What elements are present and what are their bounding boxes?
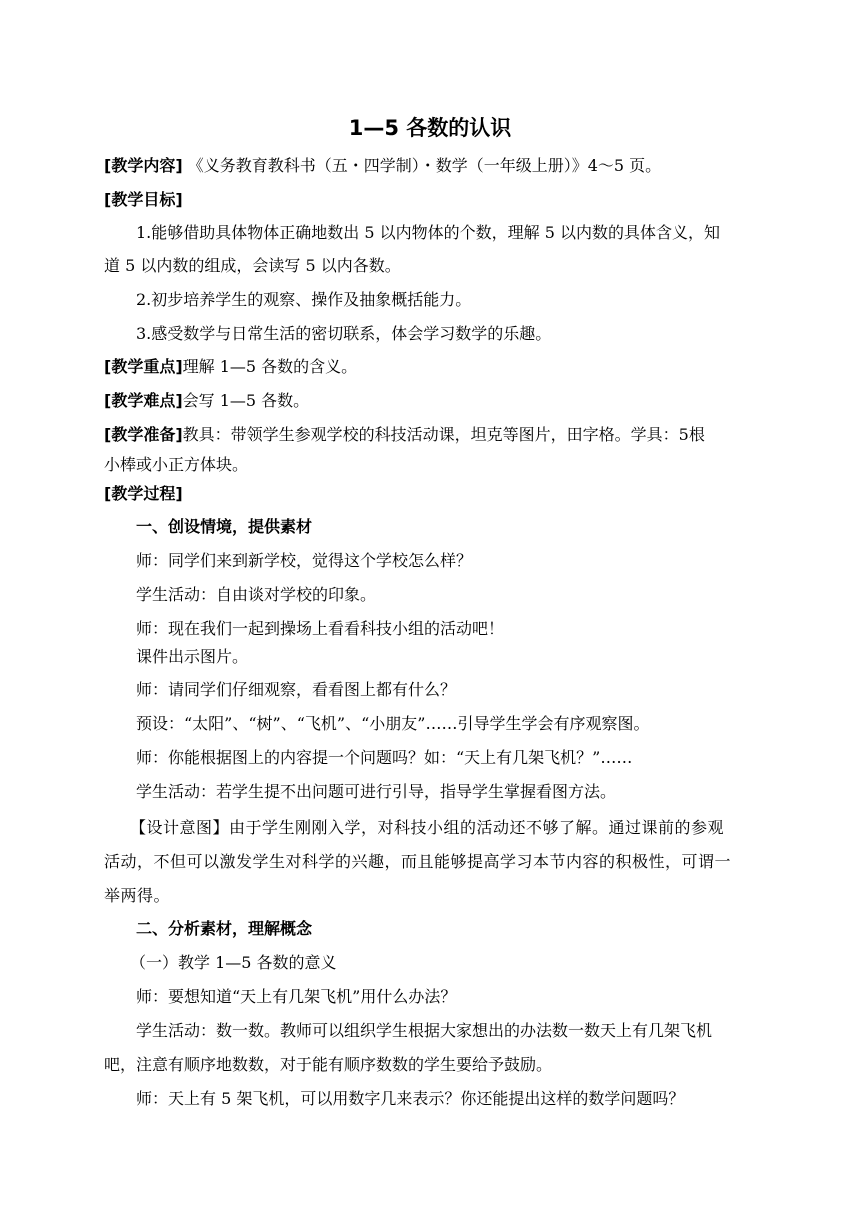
prep-text-line1: 教具：带领学生参观学校的科技活动课，坦克等图片，田字格。学具：5根 xyxy=(182,425,705,444)
paragraph-8: 学生活动：若学生提不出问题可进行引导，指导学生掌握看图方法。 xyxy=(136,782,617,801)
process-label: [教学过程] xyxy=(104,484,183,503)
paragraph-1: 师：同学们来到新学校，觉得这个学校怎么样？ xyxy=(136,551,473,570)
paragraph-2: 学生活动：自由谈对学校的印象。 xyxy=(136,585,377,604)
design-intent-line1: 【设计意图】由于学生刚刚入学，对科技小组的活动还不够了解。通过课前的参观 xyxy=(130,818,725,837)
prep-line1 xyxy=(104,425,760,445)
design-intent-line2: 活动，不但可以激发学生对科学的兴趣，而且能够提高学习本节内容的积极性，可谓一 xyxy=(104,852,732,871)
goal1-line1: 1.能够借助具体物体正确地数出 5 以内物体的个数，理解 5 以内数的具体含义，知 xyxy=(136,223,720,242)
paragraph-6: 预设：“太阳”、“树”、“飞机”、“小朋友”……引导学生学会有序观察图。 xyxy=(136,714,650,733)
goals-label: [教学目标] xyxy=(104,190,183,209)
goal3-line: 3.感受数学与日常生活的密切联系，体会学习数学的乐趣。 xyxy=(136,324,552,343)
paragraph-7: 师：你能根据图上的内容提一个问题吗？如：“天上有几架飞机？”…… xyxy=(136,748,633,767)
question-3: 师：天上有 5 架飞机，可以用数字几来表示？你还能提出这样的数学问题吗？ xyxy=(136,1089,685,1108)
section2-heading: 二、分析素材，理解概念 xyxy=(136,919,313,938)
content-line xyxy=(104,156,760,176)
process-label-line xyxy=(104,484,760,504)
difficulty-line xyxy=(104,391,760,411)
goals-label-line xyxy=(104,190,760,210)
key-line xyxy=(104,357,760,377)
section1-heading: 一、创设情境，提供素材 xyxy=(136,517,313,536)
content-text: 《义务教育教科书（五・四学制）・数学（一年级上册）》4～5 页。 xyxy=(187,156,662,175)
paragraph-3: 师：现在我们一起到操场上看看科技小组的活动吧！ xyxy=(136,619,505,638)
goal2-line: 2.初步培养学生的观察、操作及抽象概括能力。 xyxy=(136,290,472,309)
paragraph-4: 课件出示图片。 xyxy=(136,647,249,666)
subsection1-heading: （一）教学 1—5 各数的意义 xyxy=(130,953,337,972)
paragraph-5: 师：请同学们仔细观察，看看图上都有什么？ xyxy=(136,680,457,699)
difficulty-text: 会写 1—5 各数。 xyxy=(182,391,310,410)
difficulty-label: [教学难点] xyxy=(104,391,183,410)
goal1-line2: 道 5 以内数的组成，会读写 5 以内各数。 xyxy=(104,256,401,275)
content-label: [教学内容] xyxy=(104,156,183,175)
question-1: 师：要想知道“天上有几架飞机”用什么办法？ xyxy=(136,987,457,1006)
prep-label: [教学准备] xyxy=(104,425,183,444)
document-title: 1—5 各数的认识 xyxy=(348,116,512,140)
prep-line2: 小棒或小正方体块。 xyxy=(104,455,249,474)
question-2-line2: 吧，注意有顺序地数数，对于能有顺序数数的学生要给予鼓励。 xyxy=(104,1055,553,1074)
design-intent-line3: 举两得。 xyxy=(104,886,171,905)
question-2-line1: 学生活动：数一数。教师可以组织学生根据大家想出的办法数一数天上有几架飞机 xyxy=(136,1021,713,1040)
key-label: [教学重点] xyxy=(104,357,183,376)
key-text: 理解 1—5 各数的含义。 xyxy=(182,357,358,376)
